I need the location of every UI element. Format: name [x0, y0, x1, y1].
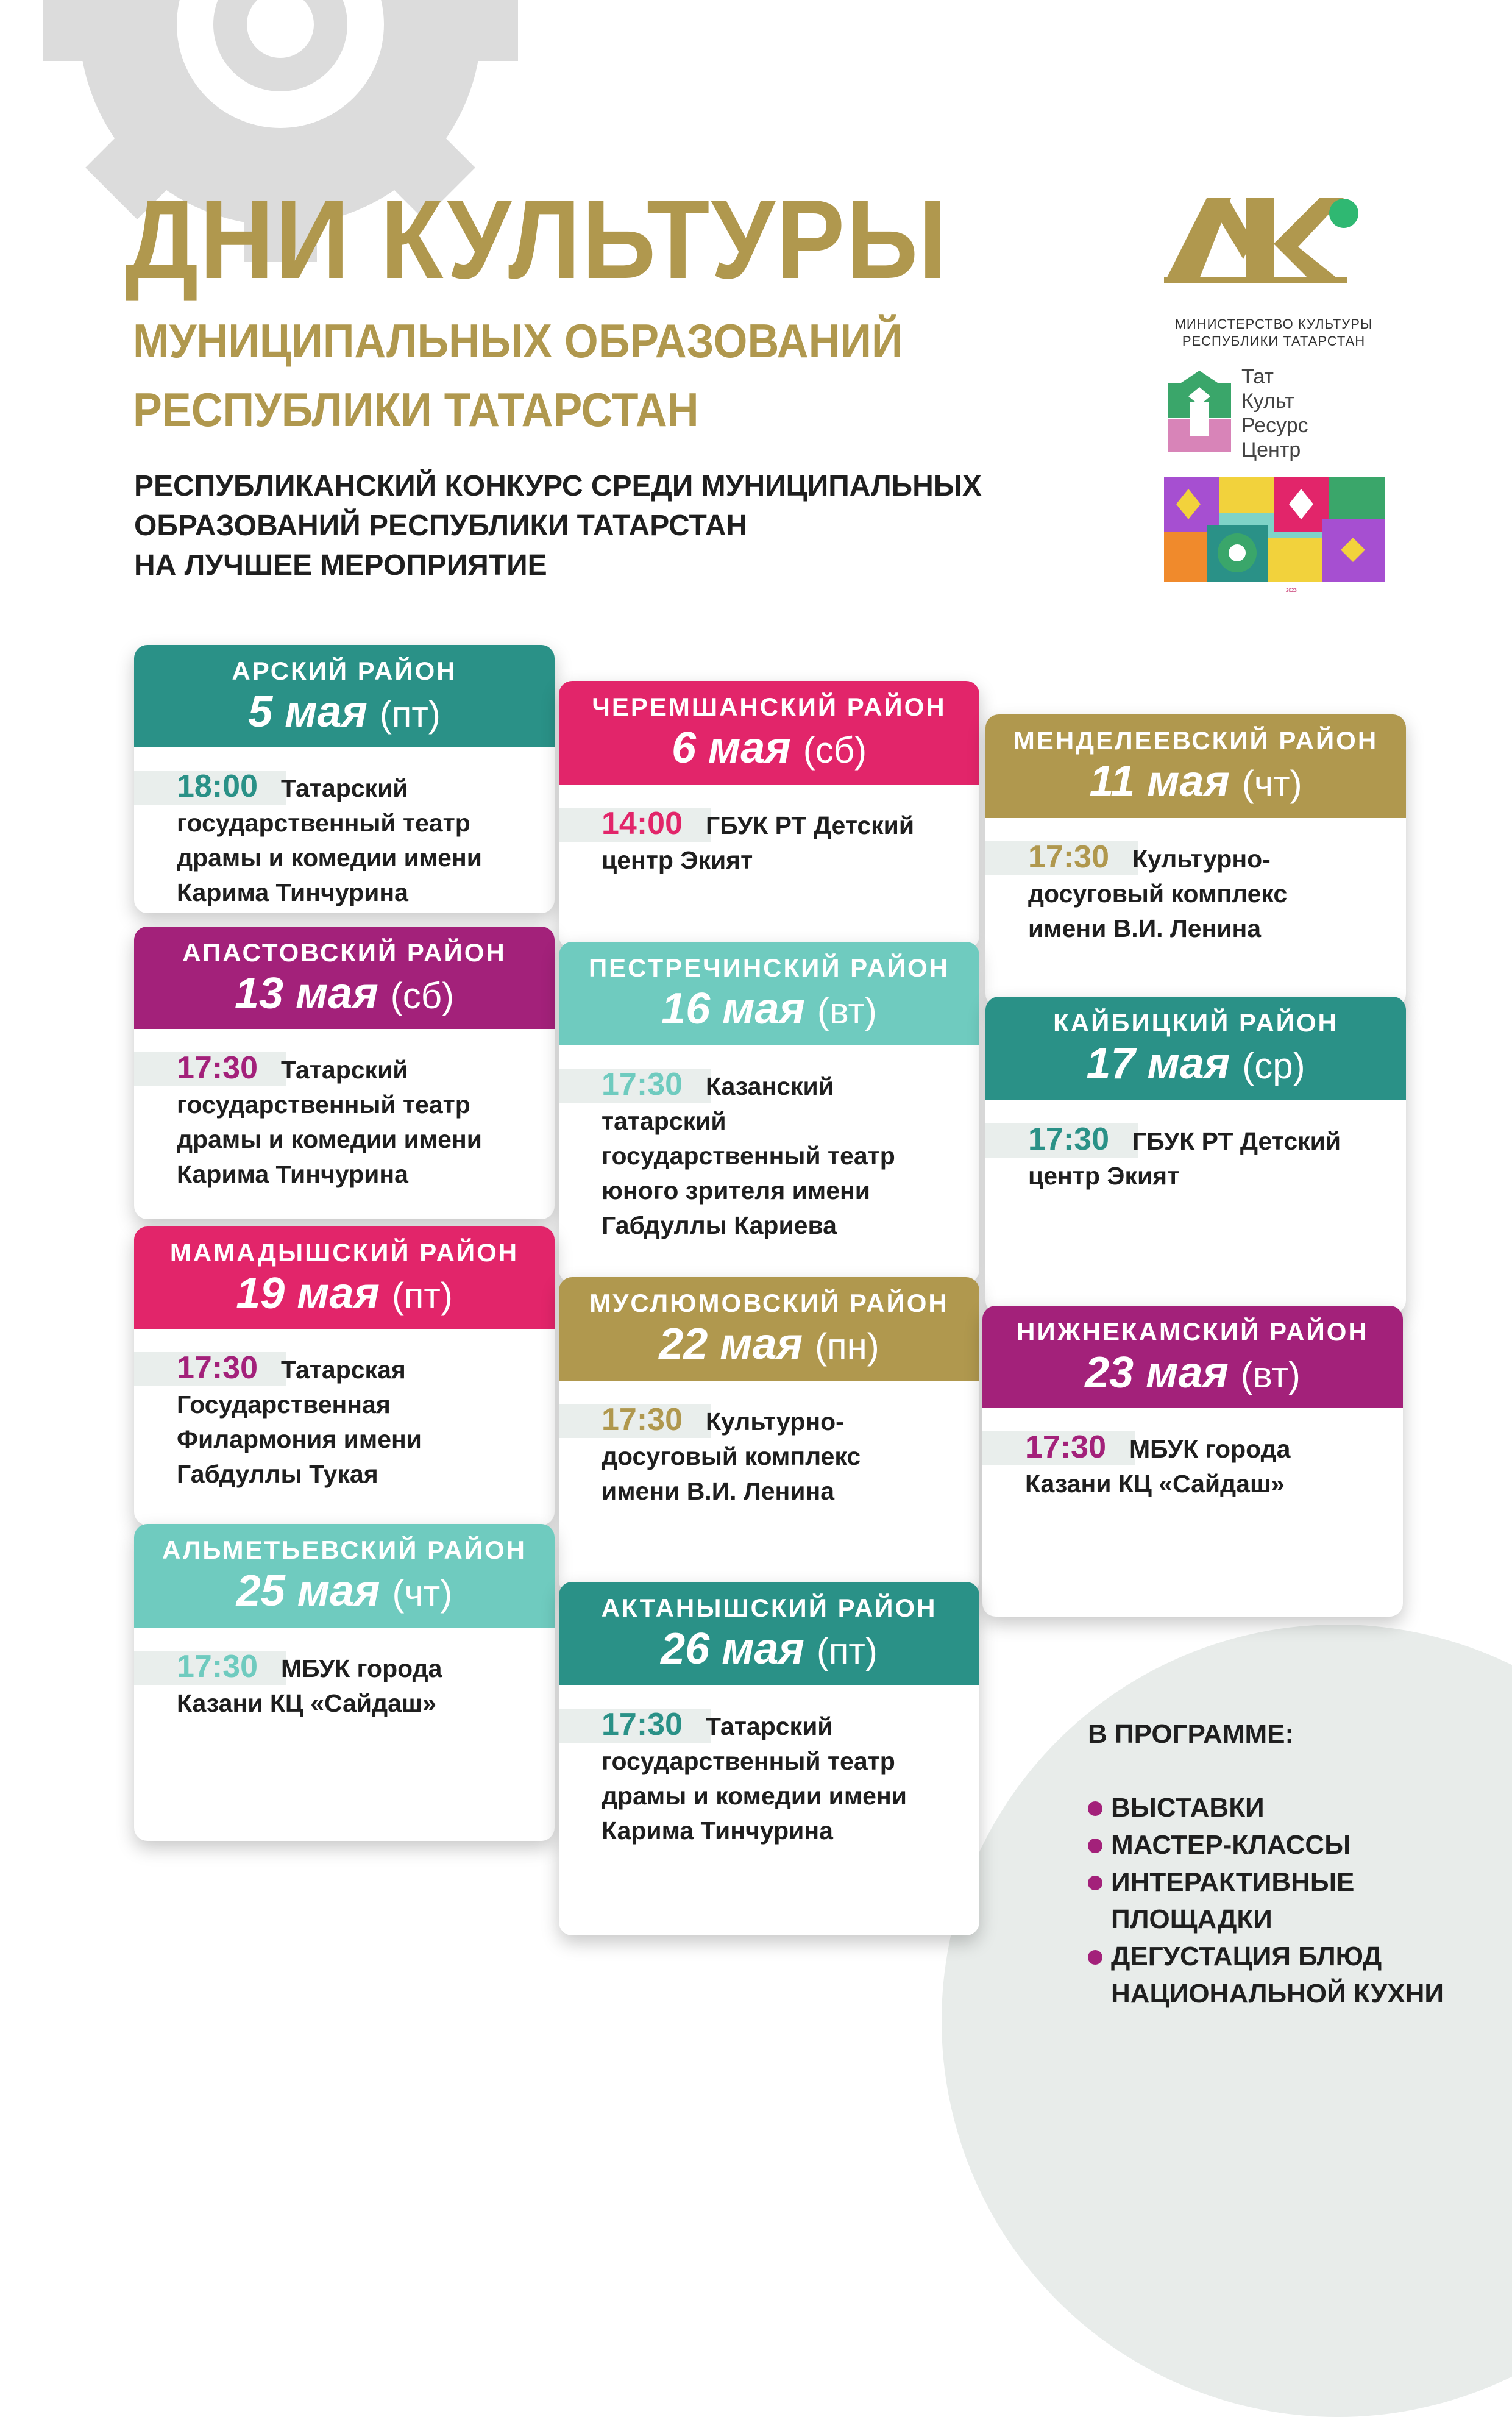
- event-card-apastovo: [134, 927, 555, 1219]
- venue-name: Татарский: [281, 1056, 408, 1084]
- bullet-icon: [1088, 1801, 1102, 1816]
- event-header: [559, 1582, 979, 1685]
- ornament-logo-icon: [1164, 477, 1385, 582]
- event-card-kaybitsy: [985, 997, 1406, 1314]
- event-body: 17:30 Культурно- досуговый комплекс имени В.И. Ленина: [559, 1381, 979, 1527]
- event-header: [985, 997, 1406, 1100]
- event-body: 18:00 Татарский государственный театр драмы и комедии имени Карима Тинчурина: [134, 747, 555, 928]
- event-date: 25 мая (чт): [236, 1567, 453, 1615]
- event-date: 19 мая (пт): [236, 1269, 453, 1318]
- event-header: [985, 714, 1406, 818]
- venue-name: МБУК города: [281, 1654, 442, 1682]
- district-name: АПАСТОВСКИЙ РАЙОН: [182, 938, 506, 967]
- event-time: 17:30: [177, 1350, 258, 1386]
- district-name: КАЙБИЦКИЙ РАЙОН: [1053, 1008, 1338, 1037]
- event-card-pestrechinsk: [559, 942, 979, 1283]
- page-subtitle-line1: МУНИЦИПАЛЬНЫХ ОБРАЗОВАНИЙ: [133, 314, 903, 368]
- venue-name: МБУК города: [1129, 1435, 1291, 1463]
- ornament-caption: 2023: [1286, 588, 1297, 593]
- event-body: 17:30 Культурно- досуговый комплекс имени В.И. Ленина: [985, 818, 1406, 964]
- event-time: 17:30: [1025, 1429, 1106, 1465]
- district-name: АКТАНЫШСКИЙ РАЙОН: [601, 1593, 937, 1622]
- event-header: [134, 1226, 555, 1329]
- venue-name: Татарская: [281, 1356, 406, 1384]
- event-card-mendeleevsk: [985, 714, 1406, 1007]
- district-name: АЛЬМЕТЬЕВСКИЙ РАЙОН: [162, 1536, 527, 1564]
- tatkultresurs-logo-icon: [1163, 366, 1236, 457]
- event-time: 14:00: [602, 806, 683, 841]
- event-header: [134, 927, 555, 1029]
- event-card-muslyumovo: [559, 1277, 979, 1594]
- event-body: 17:30 Татарский государственный театр драмы и комедии имени Карима Тинчурина: [134, 1029, 555, 1210]
- venue-name: Культурно-: [706, 1408, 844, 1436]
- event-body: 17:30 Татарская Государственная Филармония имени Габдуллы Тукая: [134, 1329, 555, 1510]
- venue-name: ГБУК РТ Детский: [1132, 1127, 1341, 1155]
- district-name: МАМАДЫШСКИЙ РАЙОН: [169, 1238, 519, 1267]
- event-date: 11 мая (чт): [1089, 757, 1302, 806]
- program-item: ДЕГУСТАЦИЯ БЛЮД НАЦИОНАЛЬНОЙ КУХНИ: [1088, 1938, 1444, 2012]
- event-body: 14:00 ГБУК РТ Детский центр Экият: [559, 785, 979, 896]
- event-time: 17:30: [177, 1649, 258, 1684]
- page-title: ДНИ КУЛЬТУРЫ: [125, 176, 948, 302]
- event-date: 22 мая (пн): [659, 1320, 879, 1369]
- bullet-icon: [1088, 1876, 1102, 1890]
- event-date: 26 мая (пт): [661, 1625, 878, 1673]
- event-header: [134, 1524, 555, 1628]
- bullet-icon: [1088, 1839, 1102, 1853]
- program-item: МАСТЕР-КЛАССЫ: [1088, 1826, 1444, 1863]
- event-card-nizhnekamsk: [982, 1306, 1403, 1617]
- event-time: 17:30: [602, 1067, 683, 1102]
- venue-name: Казанский: [706, 1072, 834, 1100]
- event-time: 17:30: [602, 1402, 683, 1437]
- program-item: ИНТЕРАКТИВНЫЕ ПЛОЩАДКИ: [1088, 1863, 1444, 1938]
- event-body: 17:30 ГБУК РТ Детский центр Экият: [985, 1100, 1406, 1212]
- district-name: НИЖНЕКАМСКИЙ РАЙОН: [1017, 1317, 1369, 1346]
- venue-name: ГБУК РТ Детский: [706, 811, 915, 839]
- event-card-mamadysh: [134, 1226, 555, 1525]
- event-body: 17:30 МБУК города Казани КЦ «Сайдаш»: [982, 1408, 1403, 1520]
- district-name: ПЕСТРЕЧИНСКИЙ РАЙОН: [588, 953, 950, 982]
- district-name: МУСЛЮМОВСКИЙ РАЙОН: [589, 1289, 949, 1317]
- program-title: В ПРОГРАММЕ:: [1088, 1719, 1294, 1749]
- tatkultresurs-name: Тат Культ Ресурс Центр: [1241, 365, 1308, 461]
- program-list: [1088, 1789, 1444, 2012]
- event-date: 17 мая (ср): [1086, 1039, 1305, 1088]
- event-time: 18:00: [177, 769, 258, 804]
- event-header: [559, 681, 979, 785]
- venue-name: Культурно-: [1132, 845, 1271, 873]
- venue-name: Татарский: [281, 774, 408, 802]
- event-body: 17:30 МБУК города Казани КЦ «Сайдаш»: [134, 1628, 555, 1739]
- event-card-almetyevsk: [134, 1524, 555, 1841]
- event-date: 5 мая (пт): [248, 688, 441, 736]
- event-date: 13 мая (сб): [234, 969, 455, 1018]
- event-time: 17:30: [177, 1050, 258, 1086]
- event-body: 17:30 Татарский государственный театр драмы и комедии имени Карима Тинчурина: [559, 1685, 979, 1867]
- district-name: МЕНДЕЛЕЕВСКИЙ РАЙОН: [1013, 726, 1379, 755]
- event-date: 23 мая (вт): [1085, 1348, 1301, 1397]
- event-date: 6 мая (сб): [671, 724, 867, 772]
- ministry-name: МИНИСТЕРСТВО КУЛЬТУРЫ РЕСПУБЛИКИ ТАТАРСТАН: [1174, 316, 1373, 349]
- event-card-cheremshan: [559, 681, 979, 949]
- ministry-logo-icon: [1161, 186, 1380, 290]
- contest-description: РЕСПУБЛИКАНСКИЙ КОНКУРС СРЕДИ МУНИЦИПАЛЬНЫХ ОБРАЗОВАНИЙ РЕСПУБЛИКИ ТАТАРСТАН НА ЛУЧШЕЕ МЕРОПРИЯТИЕ: [134, 470, 982, 582]
- district-name: ЧЕРЕМШАНСКИЙ РАЙОН: [592, 692, 946, 721]
- event-date: 16 мая (вт): [661, 984, 877, 1033]
- venue-name: Татарский: [706, 1712, 833, 1740]
- event-body: 17:30 Казанский татарский государственный театр юного зрителя имени Габдуллы Кариева: [559, 1045, 979, 1261]
- event-time: 17:30: [1028, 839, 1109, 875]
- event-card-arsk: [134, 645, 555, 913]
- event-time: 17:30: [1028, 1122, 1109, 1157]
- event-header: [982, 1306, 1403, 1408]
- event-header: [559, 1277, 979, 1381]
- event-card-aktanysh: [559, 1582, 979, 1935]
- district-name: АРСКИЙ РАЙОН: [232, 657, 457, 685]
- program-item: ВЫСТАВКИ: [1088, 1789, 1444, 1826]
- bullet-icon: [1088, 1950, 1102, 1965]
- event-time: 17:30: [602, 1707, 683, 1742]
- page-subtitle-line2: РЕСПУБЛИКИ ТАТАРСТАН: [133, 383, 699, 436]
- event-header: [559, 942, 979, 1045]
- event-header: [134, 645, 555, 747]
